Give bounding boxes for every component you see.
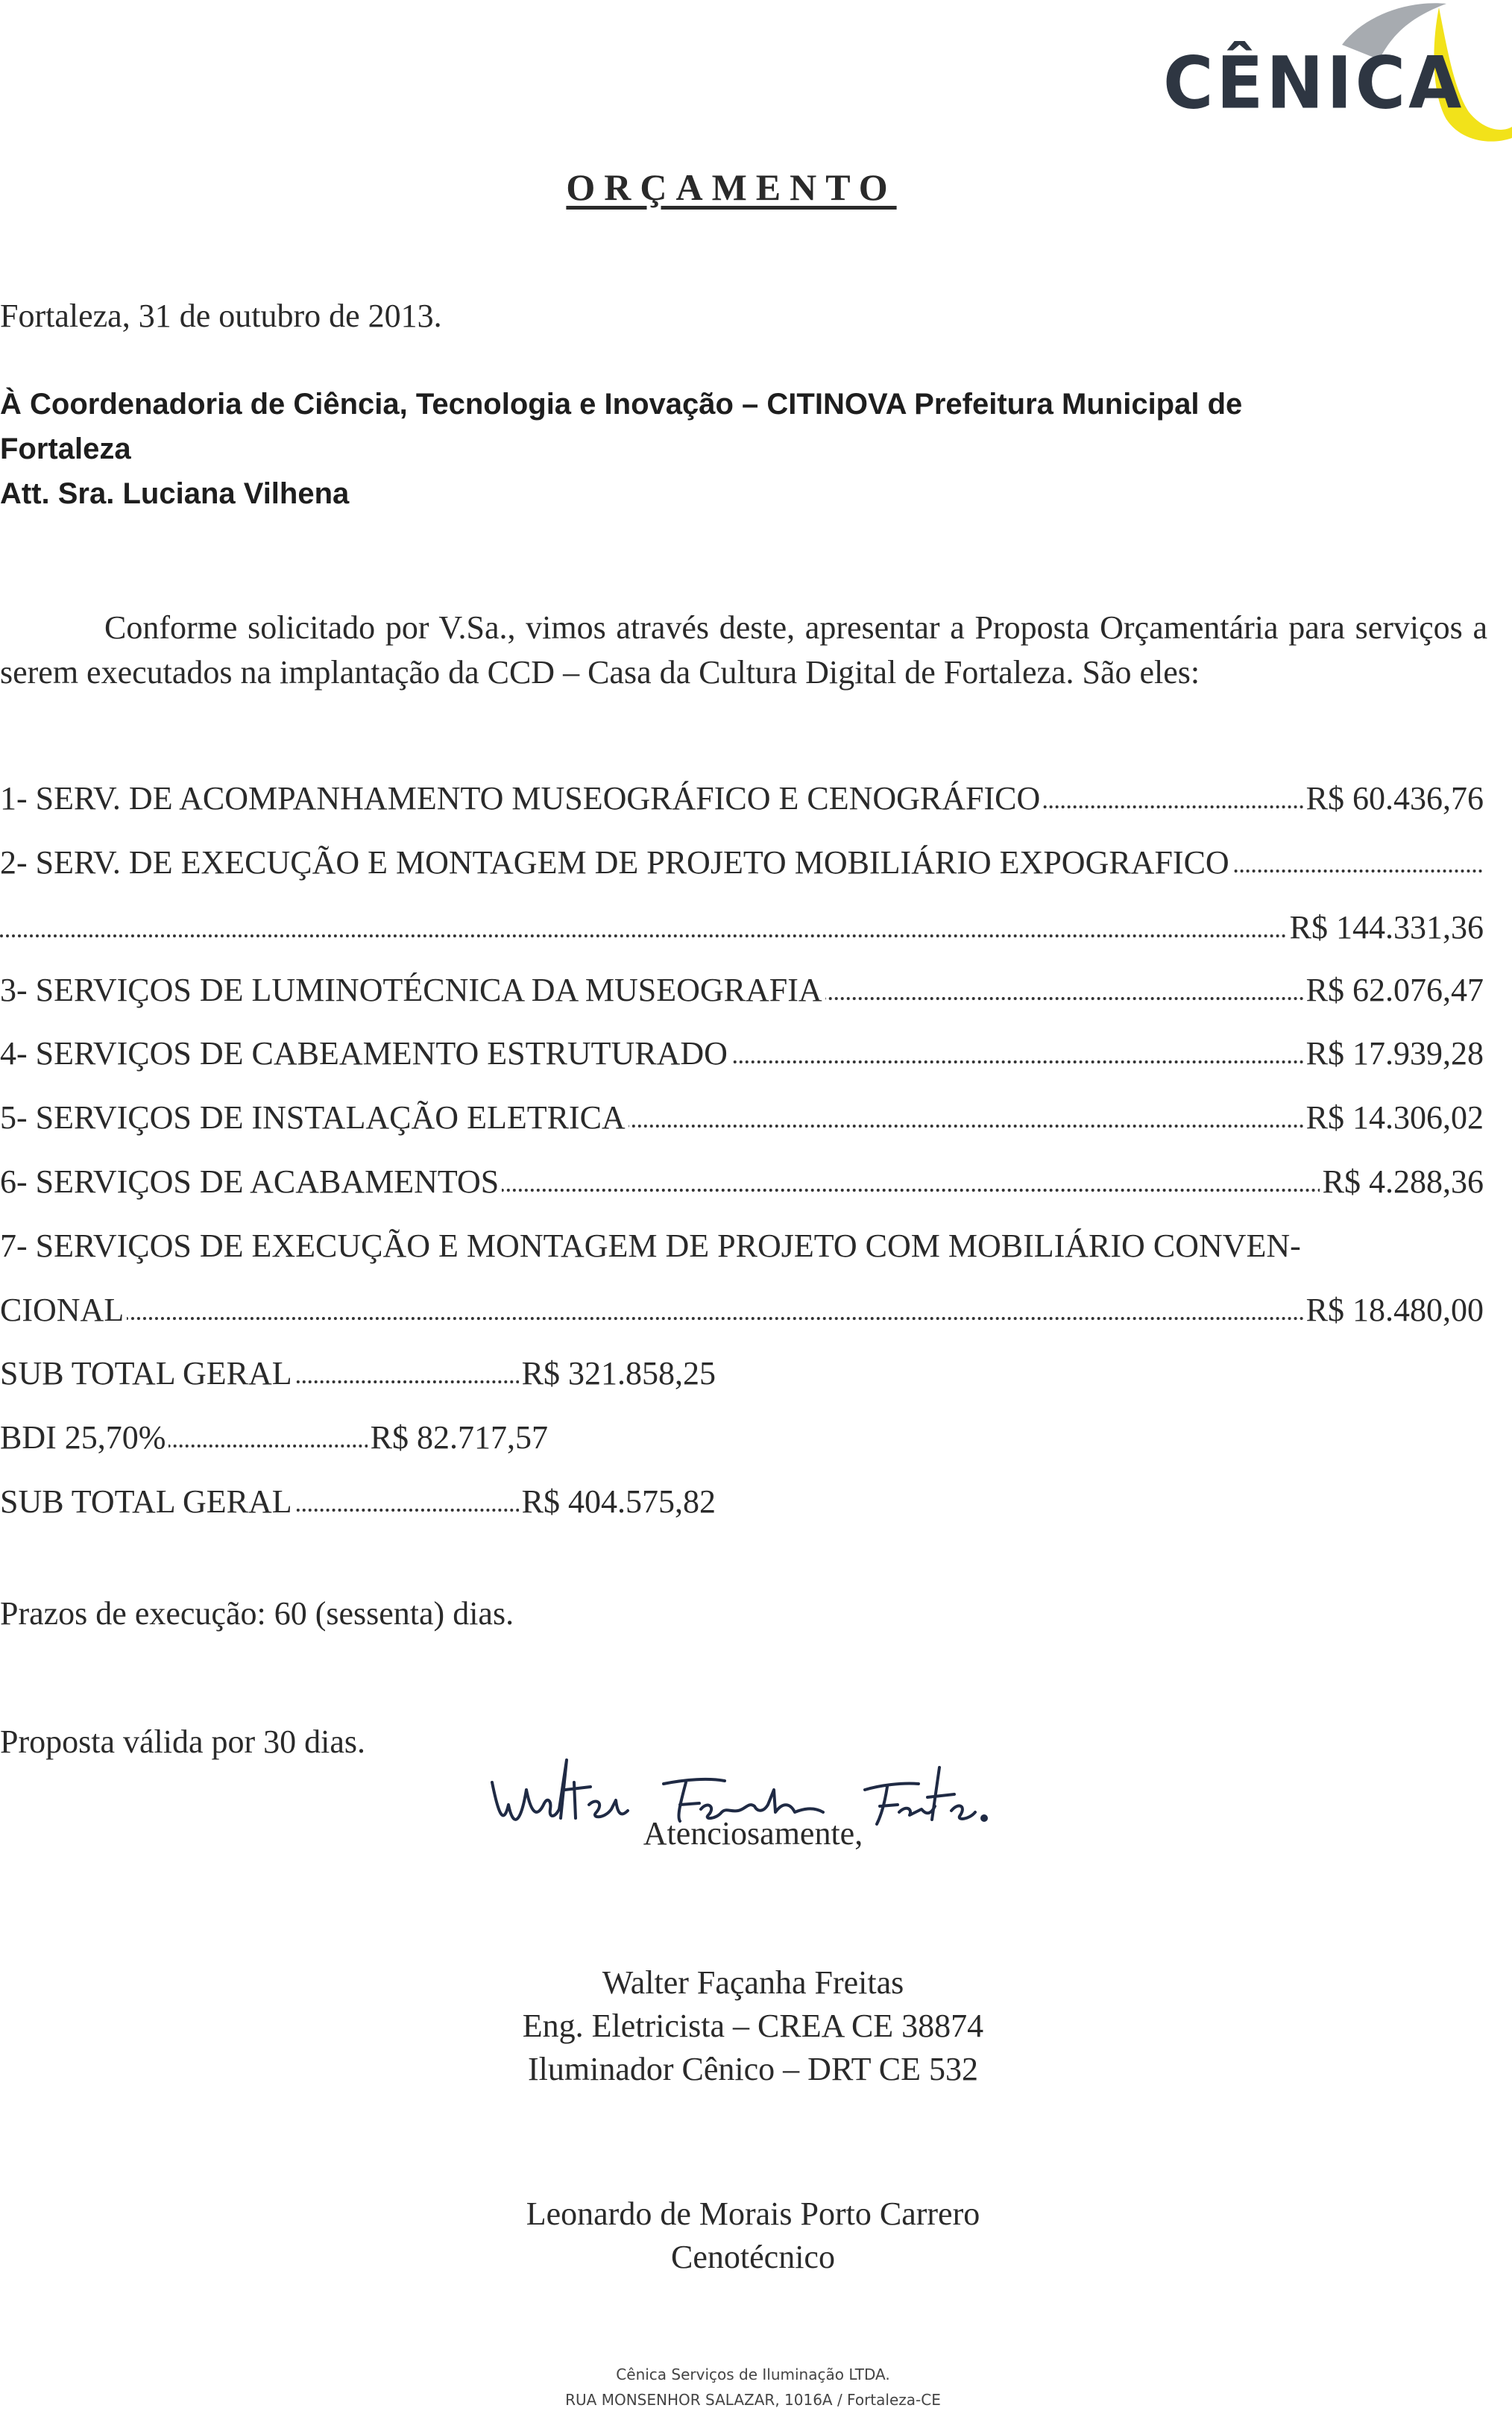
item-value: R$ 14.306,02	[1303, 1098, 1484, 1137]
budget-item	[0, 1034, 1484, 1072]
item-label: 2- SERV. DE EXECUÇÃO E MONTAGEM DE PROJETO MOBILIÁRIO EXPOGRAFICO	[0, 844, 1232, 881]
item-label: 5- SERVIÇOS DE INSTALAÇÃO ELETRICA	[0, 1099, 629, 1136]
budget-item-continuation	[0, 1291, 1484, 1329]
budget-item	[0, 1227, 1484, 1265]
signer-name: Walter Façanha Freitas	[602, 1964, 904, 2001]
total-value: R$ 321.858,25	[519, 1354, 716, 1392]
document-title: ORÇAMENTO	[566, 166, 897, 208]
logo-wordmark: CÊNICA	[1163, 41, 1465, 125]
validity-line: Proposta válida por 30 dias.	[0, 1723, 366, 1760]
signer-name: Leonardo de Morais Porto Carrero	[526, 2195, 980, 2232]
budget-item	[0, 843, 1484, 881]
item-value: R$ 60.436,76	[1303, 779, 1484, 817]
leader-dots	[0, 934, 1484, 937]
addressee-line-3: Att. Sra. Luciana Vilhena	[0, 477, 350, 510]
closing: Atenciosamente,	[643, 1815, 863, 1852]
footer-company: Cênica Serviços de Iluminação LTDA.	[616, 2366, 890, 2383]
item-value: R$ 62.076,47	[1303, 971, 1484, 1009]
item-label: 6- SERVIÇOS DE ACABAMENTOS	[0, 1163, 502, 1200]
item-label: 7- SERVIÇOS DE EXECUÇÃO E MONTAGEM DE PROJETO COM MOBILIÁRIO CONVEN-	[0, 1227, 1304, 1264]
deadline-line: Prazos de execução: 60 (sessenta) dias.	[0, 1595, 514, 1632]
signer-block-1	[343, 1961, 1163, 2091]
signer-block-2	[343, 2192, 1163, 2279]
item-value: R$ 17.939,28	[1303, 1034, 1484, 1072]
item-value: R$ 18.480,00	[1303, 1291, 1484, 1329]
leader-dots	[0, 1317, 1484, 1320]
total-value: R$ 82.717,57	[368, 1418, 548, 1456]
signer-role: Iluminador Cênico – DRT CE 532	[528, 2051, 978, 2087]
subtotal-line	[0, 1354, 716, 1392]
total-label: BDI 25,70%	[0, 1419, 168, 1456]
budget-item-continuation	[0, 908, 1484, 946]
grand-total-line	[0, 1483, 716, 1521]
footer	[418, 2366, 1089, 2409]
total-label: SUB TOTAL GERAL	[0, 1355, 295, 1392]
item-label: 1- SERV. DE ACOMPANHAMENTO MUSEOGRÁFICO E CENOGRÁFICO	[0, 780, 1043, 817]
signer-role: Cenotécnico	[671, 2239, 835, 2275]
cenica-logo	[1118, 0, 1512, 149]
addressee-line-1: À Coordenadoria de Ciência, Tecnologia e Inovação – CITINOVA Prefeitura Municipal de	[0, 388, 1243, 421]
addressee-line-2: Fortaleza	[0, 433, 131, 465]
item-label: 4- SERVIÇOS DE CABEAMENTO ESTRUTURADO	[0, 1035, 731, 1072]
item-label: 3- SERVIÇOS DE LUMINOTÉCNICA DA MUSEOGRAFIA	[0, 972, 825, 1008]
budget-item	[0, 1098, 1484, 1137]
intro-paragraph: Conforme solicitado por V.Sa., vimos através deste, apresentar a Proposta Orçamentária para serviços a serem executados na implantação da CCD – Casa da Cultura Digital de Fortaleza. São eles:	[0, 609, 1487, 691]
addressee-block	[0, 382, 1387, 516]
item-value: R$ 4.288,36	[1320, 1163, 1484, 1201]
budget-item	[0, 779, 1484, 817]
signer-role: Eng. Eletricista – CREA CE 38874	[522, 2008, 984, 2044]
total-label: SUB TOTAL GERAL	[0, 1483, 295, 1520]
bdi-line	[0, 1418, 548, 1456]
total-value: R$ 404.575,82	[519, 1483, 716, 1521]
date-line: Fortaleza, 31 de outubro de 2013.	[0, 298, 442, 334]
budget-item	[0, 971, 1484, 1009]
item-value: R$ 144.331,36	[1287, 908, 1484, 946]
item-label-continuation: CIONAL	[0, 1292, 127, 1328]
budget-item	[0, 1163, 1484, 1201]
footer-address: RUA MONSENHOR SALAZAR, 1016A / Fortaleza-CE	[565, 2391, 941, 2409]
